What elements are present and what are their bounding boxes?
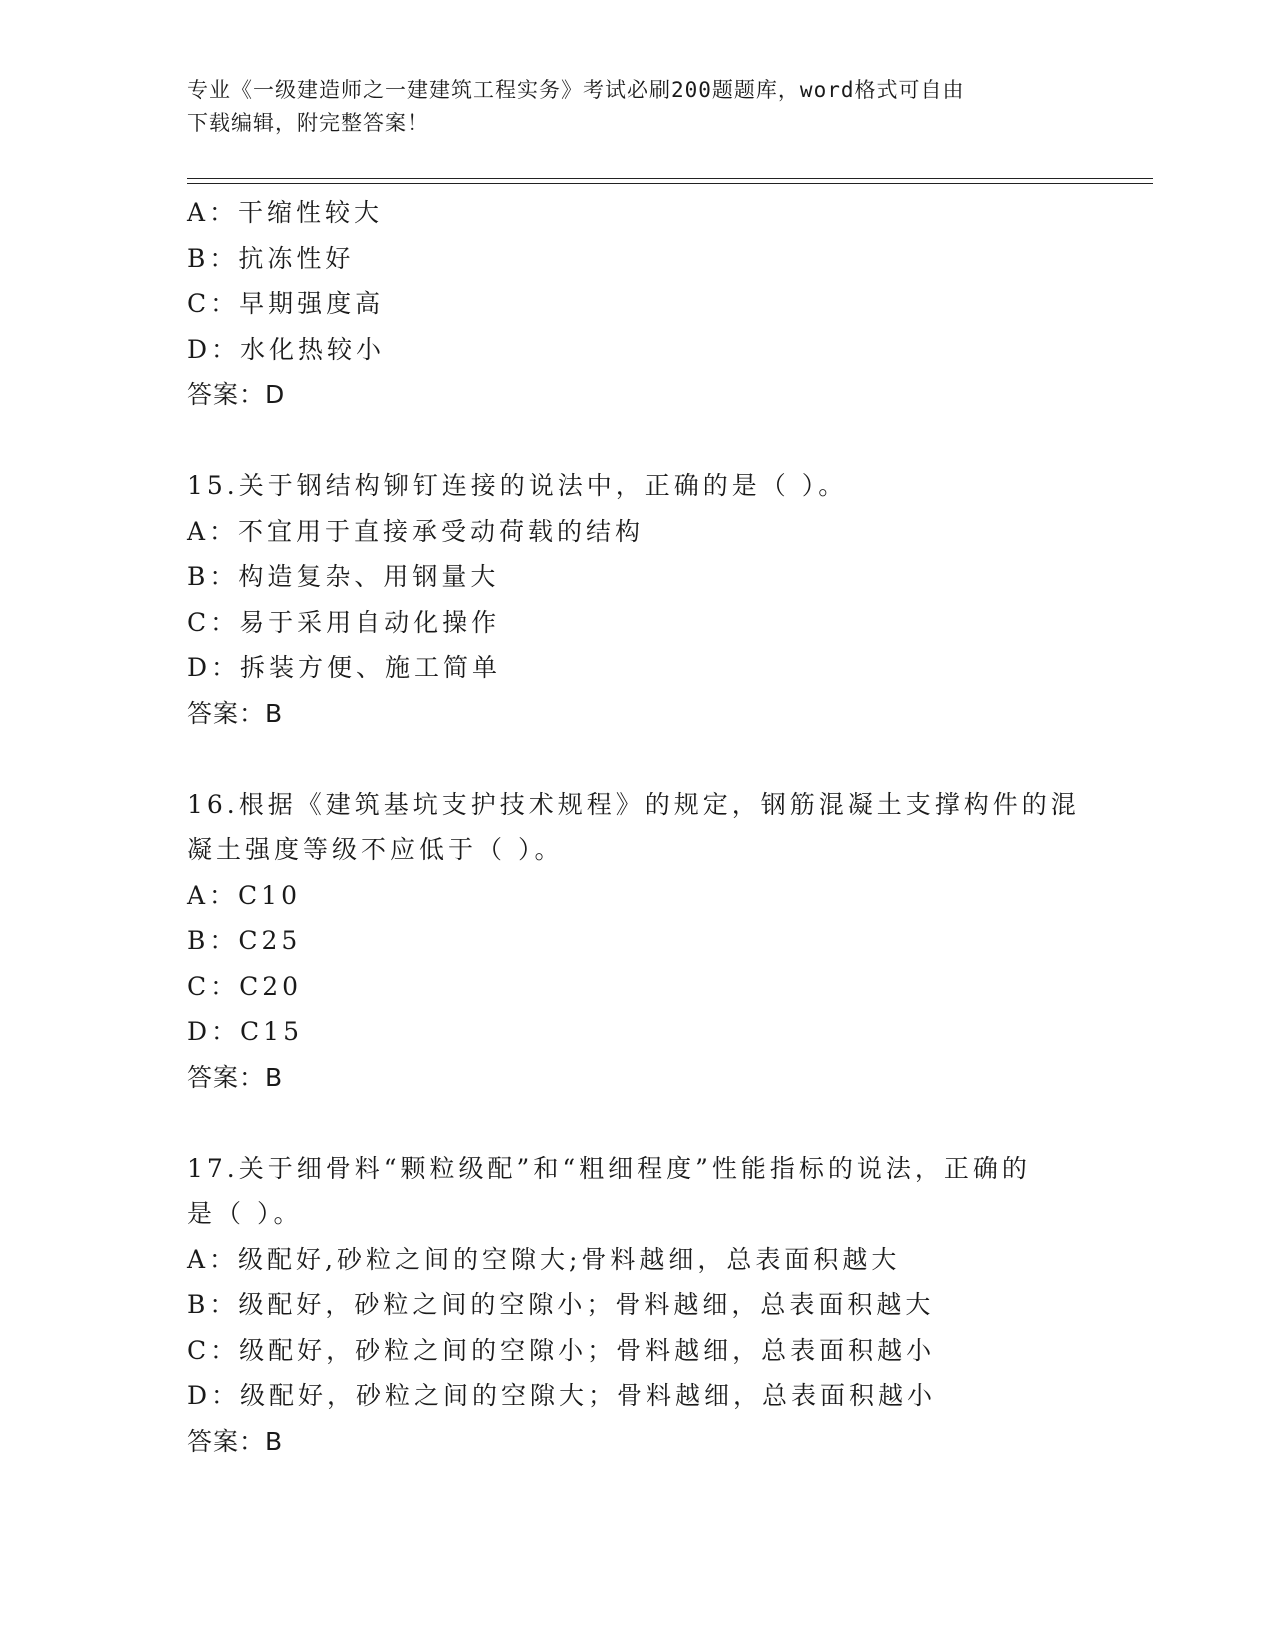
question-15 xyxy=(187,463,1087,736)
question-stem-line-1: 17.关于细骨料“颗粒级配”和“粗细程度”性能指标的说法，正确的 xyxy=(187,1153,1031,1183)
option-b: B：级配好，砂粒之间的空隙小；骨料越细，总表面积越大 xyxy=(187,1290,935,1319)
question-stem-line-2: 是（ ）。 xyxy=(187,1199,303,1228)
option-b: B：构造复杂、用钢量大 xyxy=(187,562,500,591)
question-16 xyxy=(187,782,1087,1101)
question-14 xyxy=(187,190,1087,418)
option-d: D：拆装方便、施工简单 xyxy=(187,653,502,682)
question-list xyxy=(187,190,1087,1464)
header-divider-top xyxy=(187,178,1153,179)
option-d: D：C15 xyxy=(187,1017,303,1046)
option-a: A：C10 xyxy=(187,880,301,910)
option-d: D：水化热较小 xyxy=(187,334,386,364)
spacer xyxy=(187,1100,1087,1146)
option-b: B：C25 xyxy=(187,926,302,955)
option-a: A：干缩性较大 xyxy=(187,198,384,227)
answer-line: 答案：B xyxy=(187,1426,284,1456)
answer-line: 答案：B xyxy=(187,698,284,728)
question-stem-line-2: 凝土强度等级不应低于（ ）。 xyxy=(187,835,564,864)
option-b: B：抗冻性好 xyxy=(187,243,355,273)
spacer xyxy=(187,736,1087,782)
option-c: C：级配好，砂粒之间的空隙小；骨料越细，总表面积越小 xyxy=(187,1335,936,1365)
option-a: A：级配好,砂粒之间的空隙大;骨料越细，总表面积越大 xyxy=(187,1244,901,1274)
header-line-1: 专业《一级建造师之一建建筑工程实务》考试必刷200题题库，word格式可自由 xyxy=(187,78,965,102)
header-line-2: 下载编辑，附完整答案！ xyxy=(187,111,429,135)
question-stem-line-1: 16.根据《建筑基坑支护技术规程》的规定，钢筋混凝土支撑构件的混 xyxy=(187,789,1080,819)
answer-line: 答案：D xyxy=(187,380,286,409)
option-c: C：易于采用自动化操作 xyxy=(187,607,501,637)
option-d: D：级配好，砂粒之间的空隙大；骨料越细，总表面积越小 xyxy=(187,1381,937,1410)
option-c: C：C20 xyxy=(187,971,303,1001)
question-stem: 15.关于钢结构铆钉连接的说法中，正确的是（ ）。 xyxy=(187,471,848,500)
option-a: A：不宜用于直接承受动荷载的结构 xyxy=(187,516,645,546)
option-c: C：早期强度高 xyxy=(187,289,385,318)
answer-line: 答案：B xyxy=(187,1062,284,1092)
document-header xyxy=(187,74,1067,140)
spacer xyxy=(187,418,1087,464)
header-divider-bottom xyxy=(187,183,1153,184)
question-17 xyxy=(187,1146,1087,1465)
